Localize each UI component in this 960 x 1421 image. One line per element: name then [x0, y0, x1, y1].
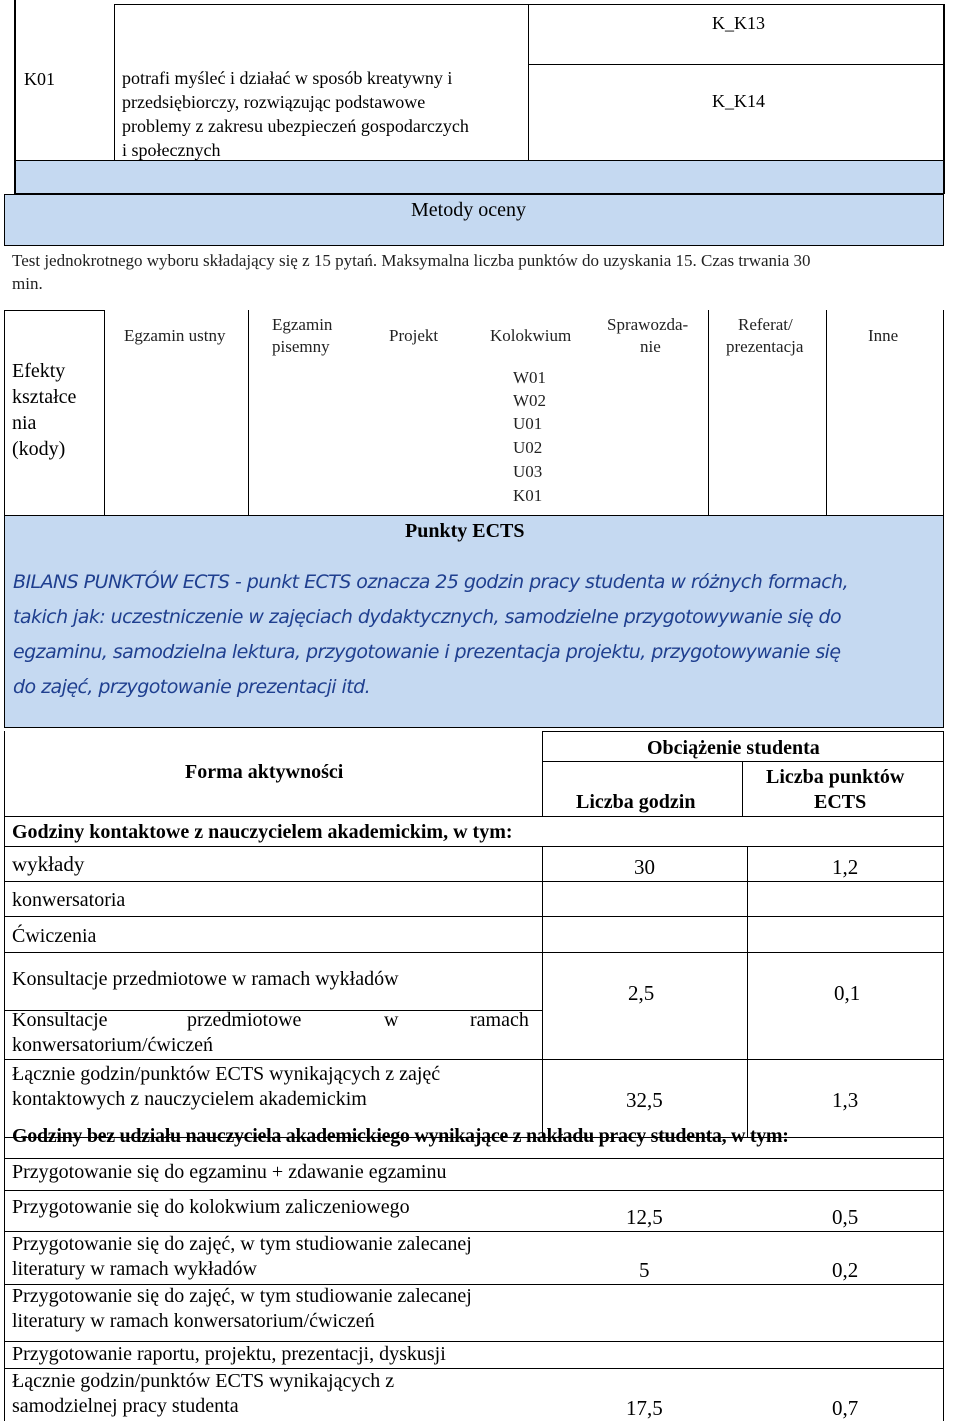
kontakt-section-header: Godziny kontaktowe z nauczycielem akademickim, w tym: — [12, 821, 513, 843]
methods-text: min. — [12, 274, 43, 293]
row-header-line: nia — [12, 412, 37, 434]
kolokwium-code: U02 — [513, 438, 543, 457]
row-header-line: kształce — [12, 386, 77, 408]
ects-bilans-line: takich jak: uczestniczenie w zajęciach dydaktycznych, samodzielne przygotowywanie się do — [13, 606, 842, 628]
samodzielne-section-header: Godziny bez udziału nauczyciela akademickiego wynikające z nakładu pracy studenta, w tym: — [12, 1125, 789, 1147]
row-konsultacje-wyklady: Konsultacje przedmiotowe w ramach wykładów — [12, 968, 399, 990]
row-kolokwium: Przygotowanie się do kolokwium zaliczeniowego — [12, 1196, 410, 1218]
column-kolokwium: Kolokwium — [490, 326, 572, 345]
row-header-line: (kody) — [12, 438, 66, 460]
row-lacznie-samodzielne-hours: 17,5 — [626, 1396, 663, 1420]
kolokwium-code: U01 — [513, 414, 543, 433]
column-inne: Inne — [868, 326, 899, 345]
ects-bilans-line: egzaminu, samodzielna lektura, przygotowanie i prezentacja projektu, przygotowywanie się — [13, 641, 841, 663]
row-zajecia-wyklady-ects: 0,2 — [832, 1258, 859, 1282]
row-raport: Przygotowanie raportu, projektu, prezentacji, dyskusji — [12, 1343, 446, 1365]
row-zajecia-wyklady: Przygotowanie się do zajęć, w tym studiowanie zalecanej — [12, 1233, 472, 1255]
row-konsultacje-konw: Konsultacje — [12, 1009, 108, 1031]
row-lacznie-samodzielne-ects: 0,7 — [832, 1396, 859, 1420]
workload-table — [0, 728, 960, 1421]
row-egzamin: Przygotowanie się do egzaminu + zdawanie egzaminu — [12, 1161, 447, 1183]
row-konsultacje-ects: 0,1 — [834, 981, 861, 1005]
column-egzamin-pisemny: Egzamin — [272, 315, 333, 334]
row-zajecia-wyklady-hours: 5 — [639, 1258, 650, 1282]
kolokwium-code: U03 — [513, 462, 543, 481]
ects-block — [4, 516, 944, 728]
row-konsultacje-konw: konwersatorium/ćwiczeń — [12, 1034, 214, 1056]
ects-bilans-line: BILANS PUNKTÓW ECTS - punkt ECTS oznacza 25 godzin pracy studenta w różnych formach, — [13, 571, 849, 593]
column-sprawozdanie: nie — [640, 337, 661, 356]
methods-text: Test jednokrotnego wyboru składający się z 15 pytań. Maksymalna liczba punktów do uzyskania 15. Czas trwania 30 — [12, 251, 811, 270]
assessment-grid — [0, 300, 960, 520]
effect-ref: K_K14 — [712, 91, 765, 111]
row-kolokwium-ects: 0,5 — [832, 1205, 859, 1229]
row-wyklady: wykłady — [12, 852, 85, 876]
column-referat: Referat/ — [738, 315, 793, 334]
row-zajecia-wyklady: literatury w ramach wykładów — [12, 1258, 257, 1280]
row-kolokwium-hours: 12,5 — [626, 1205, 663, 1229]
row-header-line: Efekty — [12, 360, 66, 382]
row-konsultacje-konw: przedmiotowe — [187, 1009, 302, 1031]
liczba-punktow-header: ECTS — [814, 791, 867, 813]
column-referat: prezentacja — [726, 337, 804, 356]
row-lacznie-kontakt: Łącznie godzin/punktów ECTS wynikających z zajęć — [12, 1063, 441, 1085]
liczba-punktow-header: Liczba punktów — [766, 766, 905, 788]
methods-title: Metody oceny — [411, 199, 526, 221]
kolokwium-code: W01 — [513, 368, 547, 387]
row-lacznie-kontakt: kontaktowych z nauczycielem akademickim — [12, 1088, 367, 1110]
row-zajecia-konw: Przygotowanie się do zajęć, w tym studiowanie zalecanej — [12, 1285, 472, 1307]
row-wyklady-ects: 1,2 — [832, 855, 859, 879]
kolokwium-code: W02 — [513, 391, 547, 410]
row-wyklady-hours: 30 — [634, 855, 655, 879]
ects-bilans-line: do zajęć, przygotowanie prezentacji itd. — [13, 676, 371, 698]
row-konsultacje-konw: w — [384, 1009, 399, 1031]
column-egzamin-pisemny: pisemny — [272, 337, 330, 356]
row-lacznie-kontakt-ects: 1,3 — [832, 1088, 859, 1112]
column-sprawozdanie: Sprawozda- — [607, 315, 689, 334]
row-lacznie-kontakt-hours: 32,5 — [626, 1088, 663, 1112]
row-konsultacje-konw: ramach — [470, 1009, 529, 1031]
kolokwium-code: K01 — [513, 486, 543, 505]
effect-description-line: przedsiębiorczy, rozwiązując podstawowe — [122, 92, 426, 112]
column-egzamin-ustny: Egzamin ustny — [124, 326, 226, 345]
effect-code: K01 — [24, 69, 55, 89]
row-konwersatoria: konwersatoria — [12, 889, 126, 911]
row-cwiczenia: Ćwiczenia — [12, 925, 97, 947]
effect-description-line: potrafi myśleć i działać w sposób kreatywny i — [122, 68, 453, 88]
top-table-footer-band — [14, 160, 944, 193]
liczba-godzin-header: Liczba godzin — [576, 791, 696, 813]
effect-ref: K_K13 — [712, 13, 765, 33]
row-lacznie-samodzielne: samodzielnej pracy studenta — [12, 1395, 239, 1417]
obciazenie-header: Obciążenie studenta — [647, 737, 820, 759]
effect-description-line: problemy z zakresu ubezpieczeń gospodarczych — [122, 116, 469, 136]
row-konsultacje-hours: 2,5 — [628, 981, 655, 1005]
column-projekt: Projekt — [389, 326, 439, 345]
forma-aktywnosci-header: Forma aktywności — [185, 761, 344, 783]
row-lacznie-samodzielne: Łącznie godzin/punktów ECTS wynikających z — [12, 1370, 395, 1392]
effect-description-line: i społecznych — [122, 140, 221, 160]
top-table — [0, 0, 960, 197]
methods-title-band — [4, 194, 944, 246]
row-zajecia-konw: literatury w ramach konwersatorium/ćwiczeń — [12, 1310, 375, 1332]
ects-title: Punkty ECTS — [405, 520, 525, 542]
